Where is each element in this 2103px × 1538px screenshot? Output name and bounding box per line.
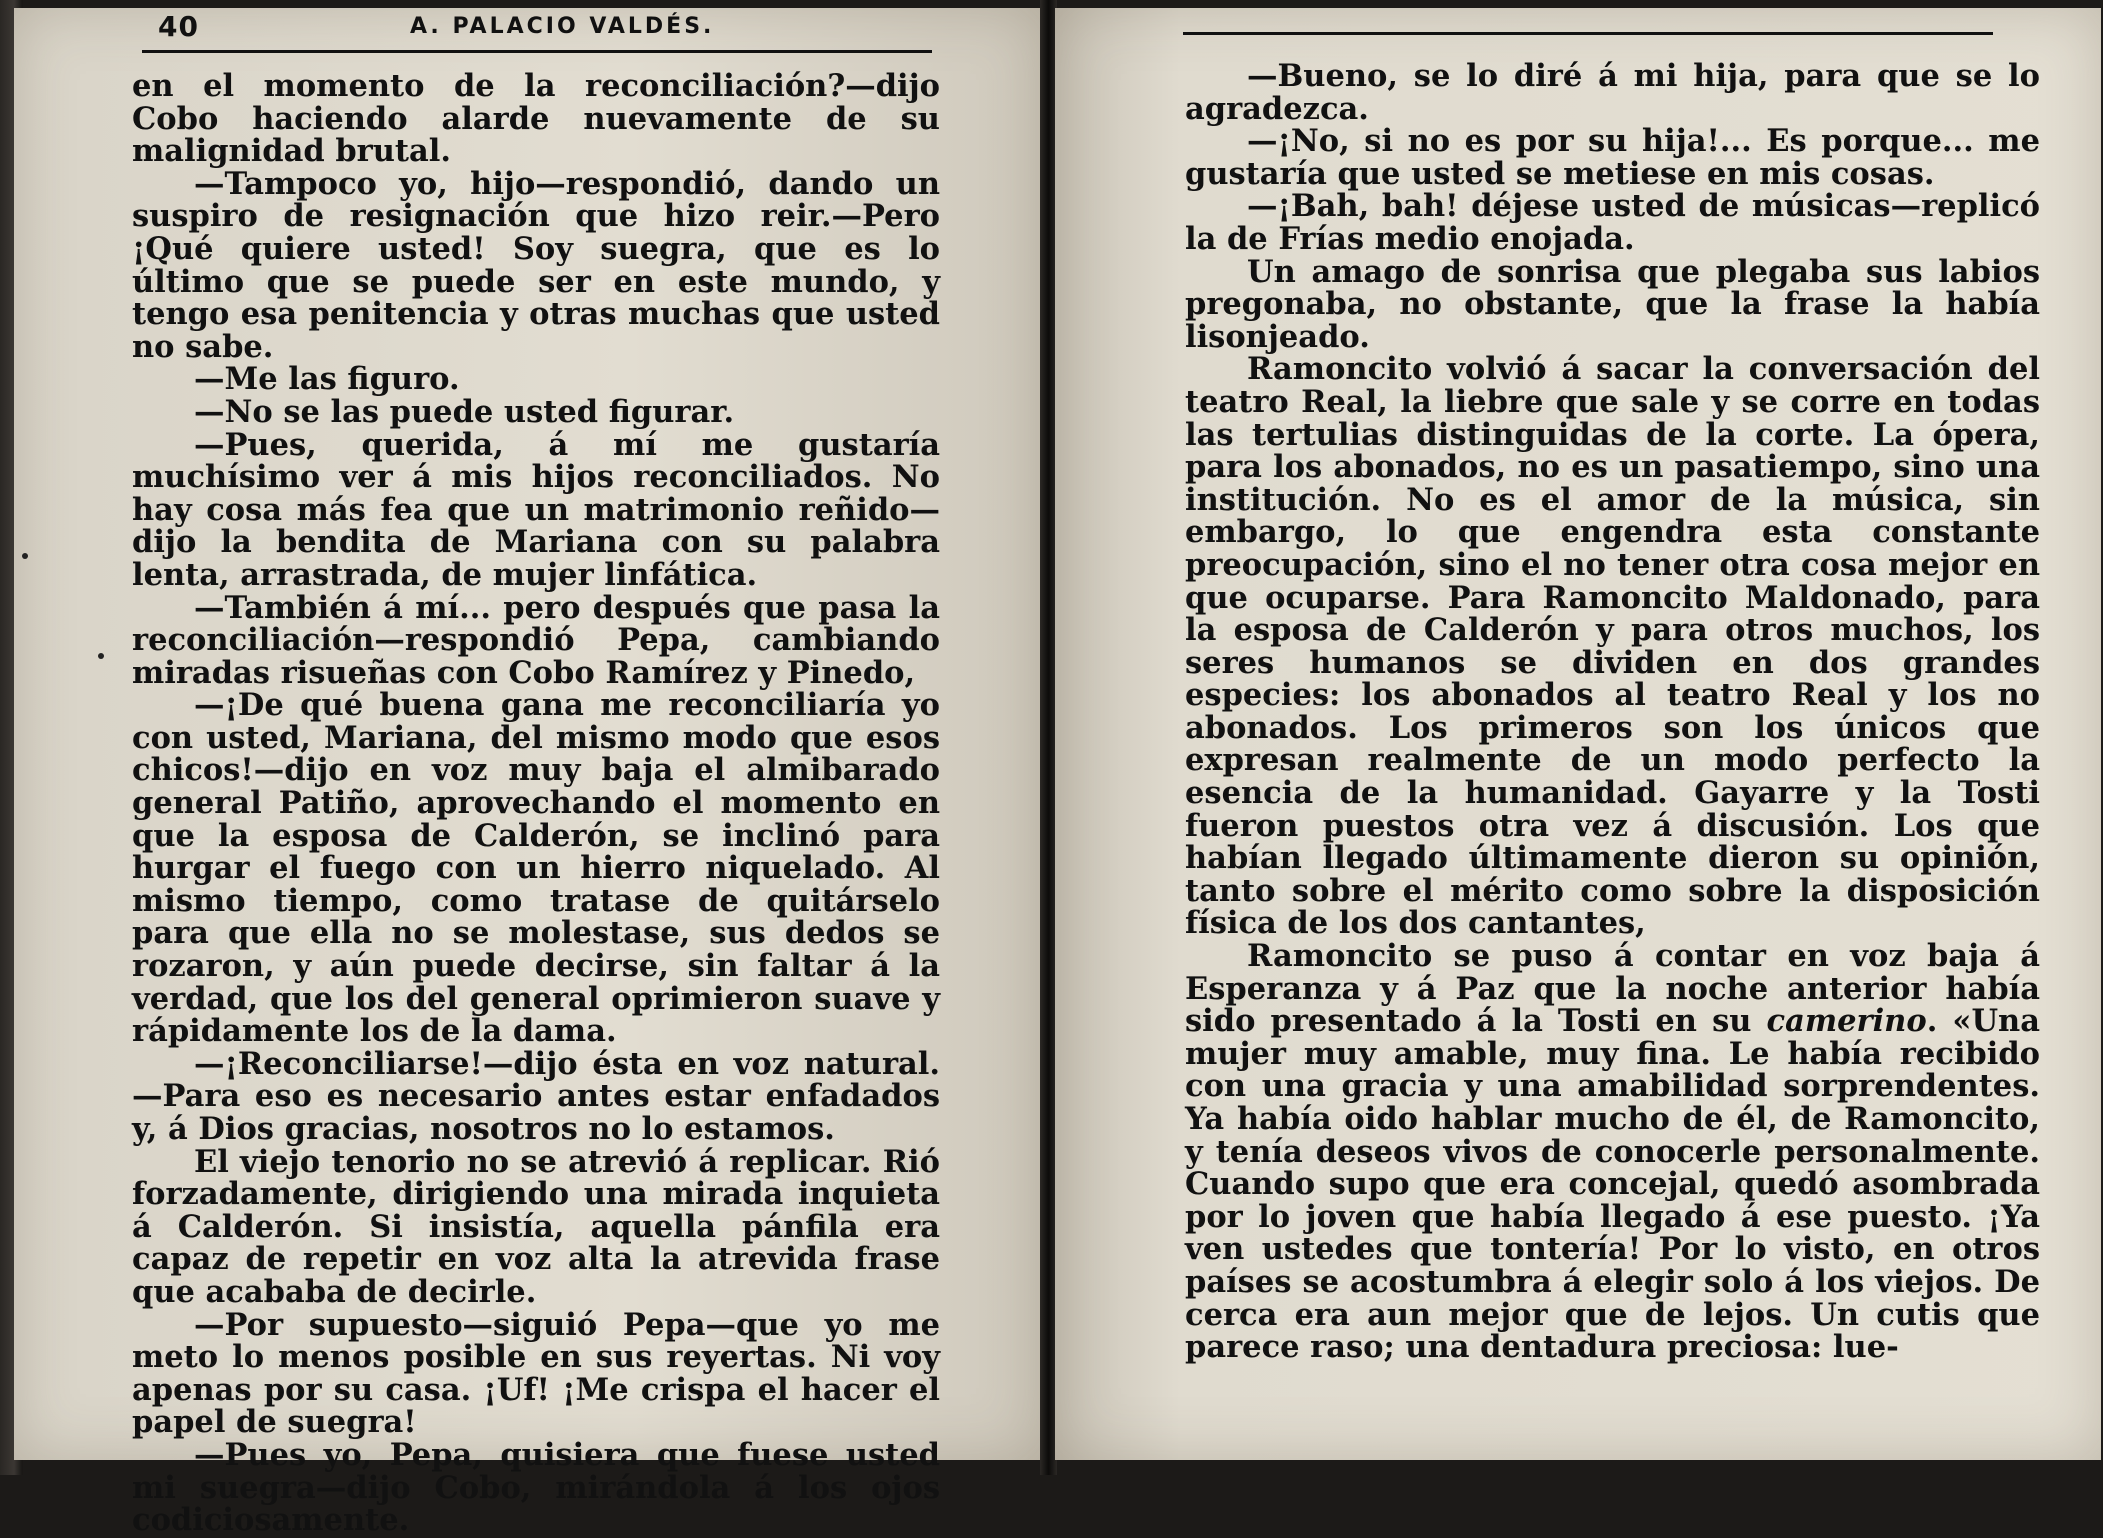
text-run: Ramoncito se puso á contar en voz baja á Esperanza y á Paz que la noche anterior había sido presentado á la Tosti en su [1185,938,2040,1040]
paragraph: —Tampoco yo, hijo—respondió, dando un suspiro de resignación que hizo reir.—Pero ¡Qué quiere usted! Soy suegra, que es lo último que se puede ser en este mundo, y tengo esa penitencia y otras muchas que usted no sabe. [132,165,940,365]
left-page [14,8,1042,1538]
paragraph: —Bueno, se lo diré á mi hija, para que se lo agradezca. [1185,58,2040,127]
page-number: 40 [158,10,199,43]
running-title: A. PALACIO VALDÉS. [410,14,715,39]
text-run: . «Una mujer muy amable, muy fina. Le había recibido con una gracia y una amabilidad sorprendentes. Ya había oido hablar mucho de él, de Ramoncito, y tenía deseos vivos de conocerle personalmente. Cuando supo que era concejal, quedó asombrada por lo joven que había llegado á ese puesto. ¡Ya ven ustedes que tontería! Por lo visto, en otros países se acostumbra á elegir solo á los viejos. De cerca era aun mejor que de lejos. Un cutis que parece raso; una dentadura preciosa: lue- [1185,1003,2040,1366]
paragraph: —¡Reconciliarse!—dijo ésta en voz natural.—Para eso es necesario antes estar enfadados y, á Dios gracias, nosotros no lo estamos. [132,1045,940,1147]
running-head-rule [1183,32,1993,35]
right-page-text [1185,60,2040,1364]
paragraph: —Pues, querida, á mí me gustaría muchísimo ver á mis hijos reconciliados. No hay cosa más fea que un matrimonio reñido—dijo la bendita de Mariana con su palabra lenta, arrastrada, de mujer linfática. [132,426,940,593]
paragraph: en el momento de la reconciliación?—dijo Cobo haciendo alarde nuevamente de su malignidad brutal. [132,68,940,170]
paragraph: —Pues yo, Pepa, quisiera que fuese usted mi suegra—dijo Cobo, mirándola á los ojos codiciosamente. [132,1436,940,1538]
italic-word: camerino [1766,1003,1927,1040]
right-page [1055,8,2101,1460]
paragraph: El viejo tenorio no se atrevió á replicar. Rió forzadamente, dirigiendo una mirada inquieta á Calderón. Si insistía, aquella pánfila era capaz de repetir en voz alta la atrevida frase que acababa de decirle. [132,1143,940,1310]
paragraph: —Por supuesto—siguió Pepa—que yo me meto lo menos posible en sus reyertas. Ni voy apenas por su casa. ¡Uf! ¡Me crispa el hacer el papel de suegra! [132,1306,940,1441]
paragraph: Un amago de sonrisa que plegaba sus labios pregonaba, no obstante, que la frase la había lisonjeado. [1185,253,2040,355]
print-speck [98,653,104,659]
left-page-text [132,70,940,1537]
paragraph [1185,940,2040,1364]
paragraph: —¡De qué buena gana me reconciliaría yo con usted, Mariana, del mismo modo que esos chicos!—dijo en voz muy baja el almibarado general Patiño, aprovechando el momento en que la esposa de Calderón, se inclinó para hurgar el fuego con un hierro niquelado. Al mismo tiempo, como tratase de quitárselo para que ella no se molestase, sus dedos se rozaron, y aún puede decirse, sin faltar á la verdad, que los del general oprimieron suave y rápidamente los de la dama. [132,687,940,1050]
print-speck [22,553,28,559]
paragraph: Ramoncito volvió á sacar la conversación del teatro Real, la liebre que sale y se corre en todas las tertulias distinguidas de la corte. La ópera, para los abonados, no es un pasatiempo, sino una institución. No es el amor de la música, sin embargo, lo que engendra esta constante preocupación, sino el no tener otra cosa mejor en que ocuparse. Para Ramoncito Maldonado, para la esposa de Calderón y para otros muchos, los seres humanos se dividen en dos grandes especies: los abonados al teatro Real y los no abonados. Los primeros son los únicos que expresan realmente de un modo perfecto la esencia de la humanidad. Gayarre y la Tosti fueron puestos otra vez á discusión. Los que habían llegado últimamente dieron su opinión, tanto sobre el mérito como sobre la disposición física de los dos cantantes, [1185,351,2040,942]
paragraph: —¡No, si no es por su hija!... Es porque... me gustaría que usted se metiese en mis cosas. [1185,123,2040,192]
paragraph: —No se las puede usted figurar. [194,393,735,430]
running-head [142,8,932,53]
paragraph: —¡Bah, bah! déjese usted de músicas—replicó la de Frías medio enojada. [1185,188,2040,257]
paragraph: —También á mí... pero después que pasa la reconciliación—respondió Pepa, cambiando miradas risueñas con Cobo Ramírez y Pinedo, [132,589,940,691]
paragraph: —Me las figuro. [194,361,460,398]
